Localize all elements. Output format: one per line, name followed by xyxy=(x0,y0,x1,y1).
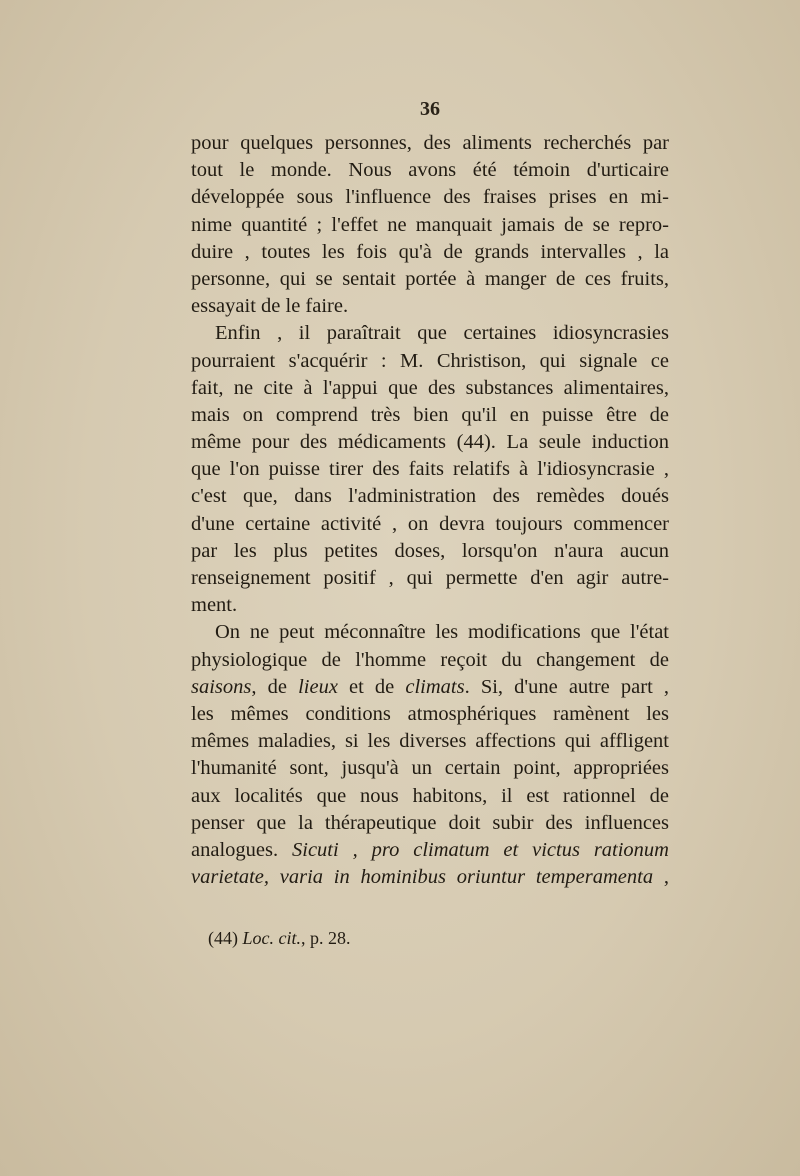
text-line: physiologique de l'homme reçoit du changement de xyxy=(191,648,669,671)
text-line: c'est que, dans l'administration des remèdes doués xyxy=(191,485,669,508)
italic-text: saisons xyxy=(191,675,252,698)
text-run: . Si, d'une autre part , xyxy=(464,675,669,698)
text-line: pourraient s'acquérir : M. Christison, qui signale ce xyxy=(191,349,669,372)
text-line: fait, ne cite à l'appui que des substances alimentaires, xyxy=(191,376,669,399)
text-line: penser que la thérapeutique doit subir des influences xyxy=(191,811,669,834)
text-run: et de xyxy=(337,675,406,698)
text-line: d'une certaine activité , on devra toujours commencer xyxy=(191,512,669,535)
italic-text: varietate, varia in hominibus oriuntur temperamenta xyxy=(191,866,654,889)
text-line: par les plus petites doses, lorsqu'on n'aura aucun xyxy=(191,539,669,562)
text-line: les mêmes conditions atmosphériques ramènent les xyxy=(191,702,669,725)
footnote-number: (44) xyxy=(208,928,238,948)
footnote xyxy=(208,928,351,949)
text-line: duire , toutes les fois qu'à de grands intervalles , la xyxy=(191,240,669,263)
text-line: nime quantité ; l'effet ne manquait jamais de se repro- xyxy=(191,213,669,236)
text-line xyxy=(191,837,669,864)
text-run: analogues. xyxy=(191,838,292,861)
text-line: personne, qui se sentait portée à manger de ces fruits, xyxy=(191,267,669,290)
text-line: même pour des médicaments (44). La seule induction xyxy=(191,431,669,454)
text-line: Enfin , il paraîtrait que certaines idiosyncrasies xyxy=(215,322,669,345)
footnote-page: , p. 28. xyxy=(301,928,351,948)
footnote-reference: Loc. cit. xyxy=(242,928,301,948)
text-line: l'humanité sont, jusqu'à un certain point, appropriées xyxy=(191,757,669,780)
text-run: , xyxy=(653,866,670,889)
text-line: On ne peut méconnaître les modifications que l'état xyxy=(215,621,669,644)
text-line xyxy=(191,864,669,891)
italic-text: Sicuti , pro climatum et victus rationum xyxy=(292,838,669,861)
page-number: 36 xyxy=(420,98,440,120)
text-line: ment. xyxy=(191,594,238,617)
text-line: que l'on puisse tirer des faits relatifs à l'idiosyncrasie , xyxy=(191,458,669,481)
text-line xyxy=(191,674,669,701)
body-text xyxy=(191,130,669,891)
text-line: renseignement positif , qui permette d'en agir autre- xyxy=(191,567,669,589)
text-line: pour quelques personnes, des aliments recherchés par xyxy=(191,132,669,154)
text-run: , de xyxy=(251,675,299,698)
text-line: mais on comprend très bien qu'il en puisse être de xyxy=(191,403,669,426)
text-line: aux localités que nous habitons, il est rationnel de xyxy=(191,784,669,807)
italic-text: climats xyxy=(405,675,465,698)
italic-text: lieux xyxy=(298,675,338,698)
text-line: tout le monde. Nous avons été témoin d'urticaire xyxy=(191,159,669,182)
text-line: mêmes maladies, si les diverses affections qui affligent xyxy=(191,730,669,753)
text-line: essayait de le faire. xyxy=(191,295,349,318)
text-line: développée sous l'influence des fraises prises en mi- xyxy=(191,186,669,209)
